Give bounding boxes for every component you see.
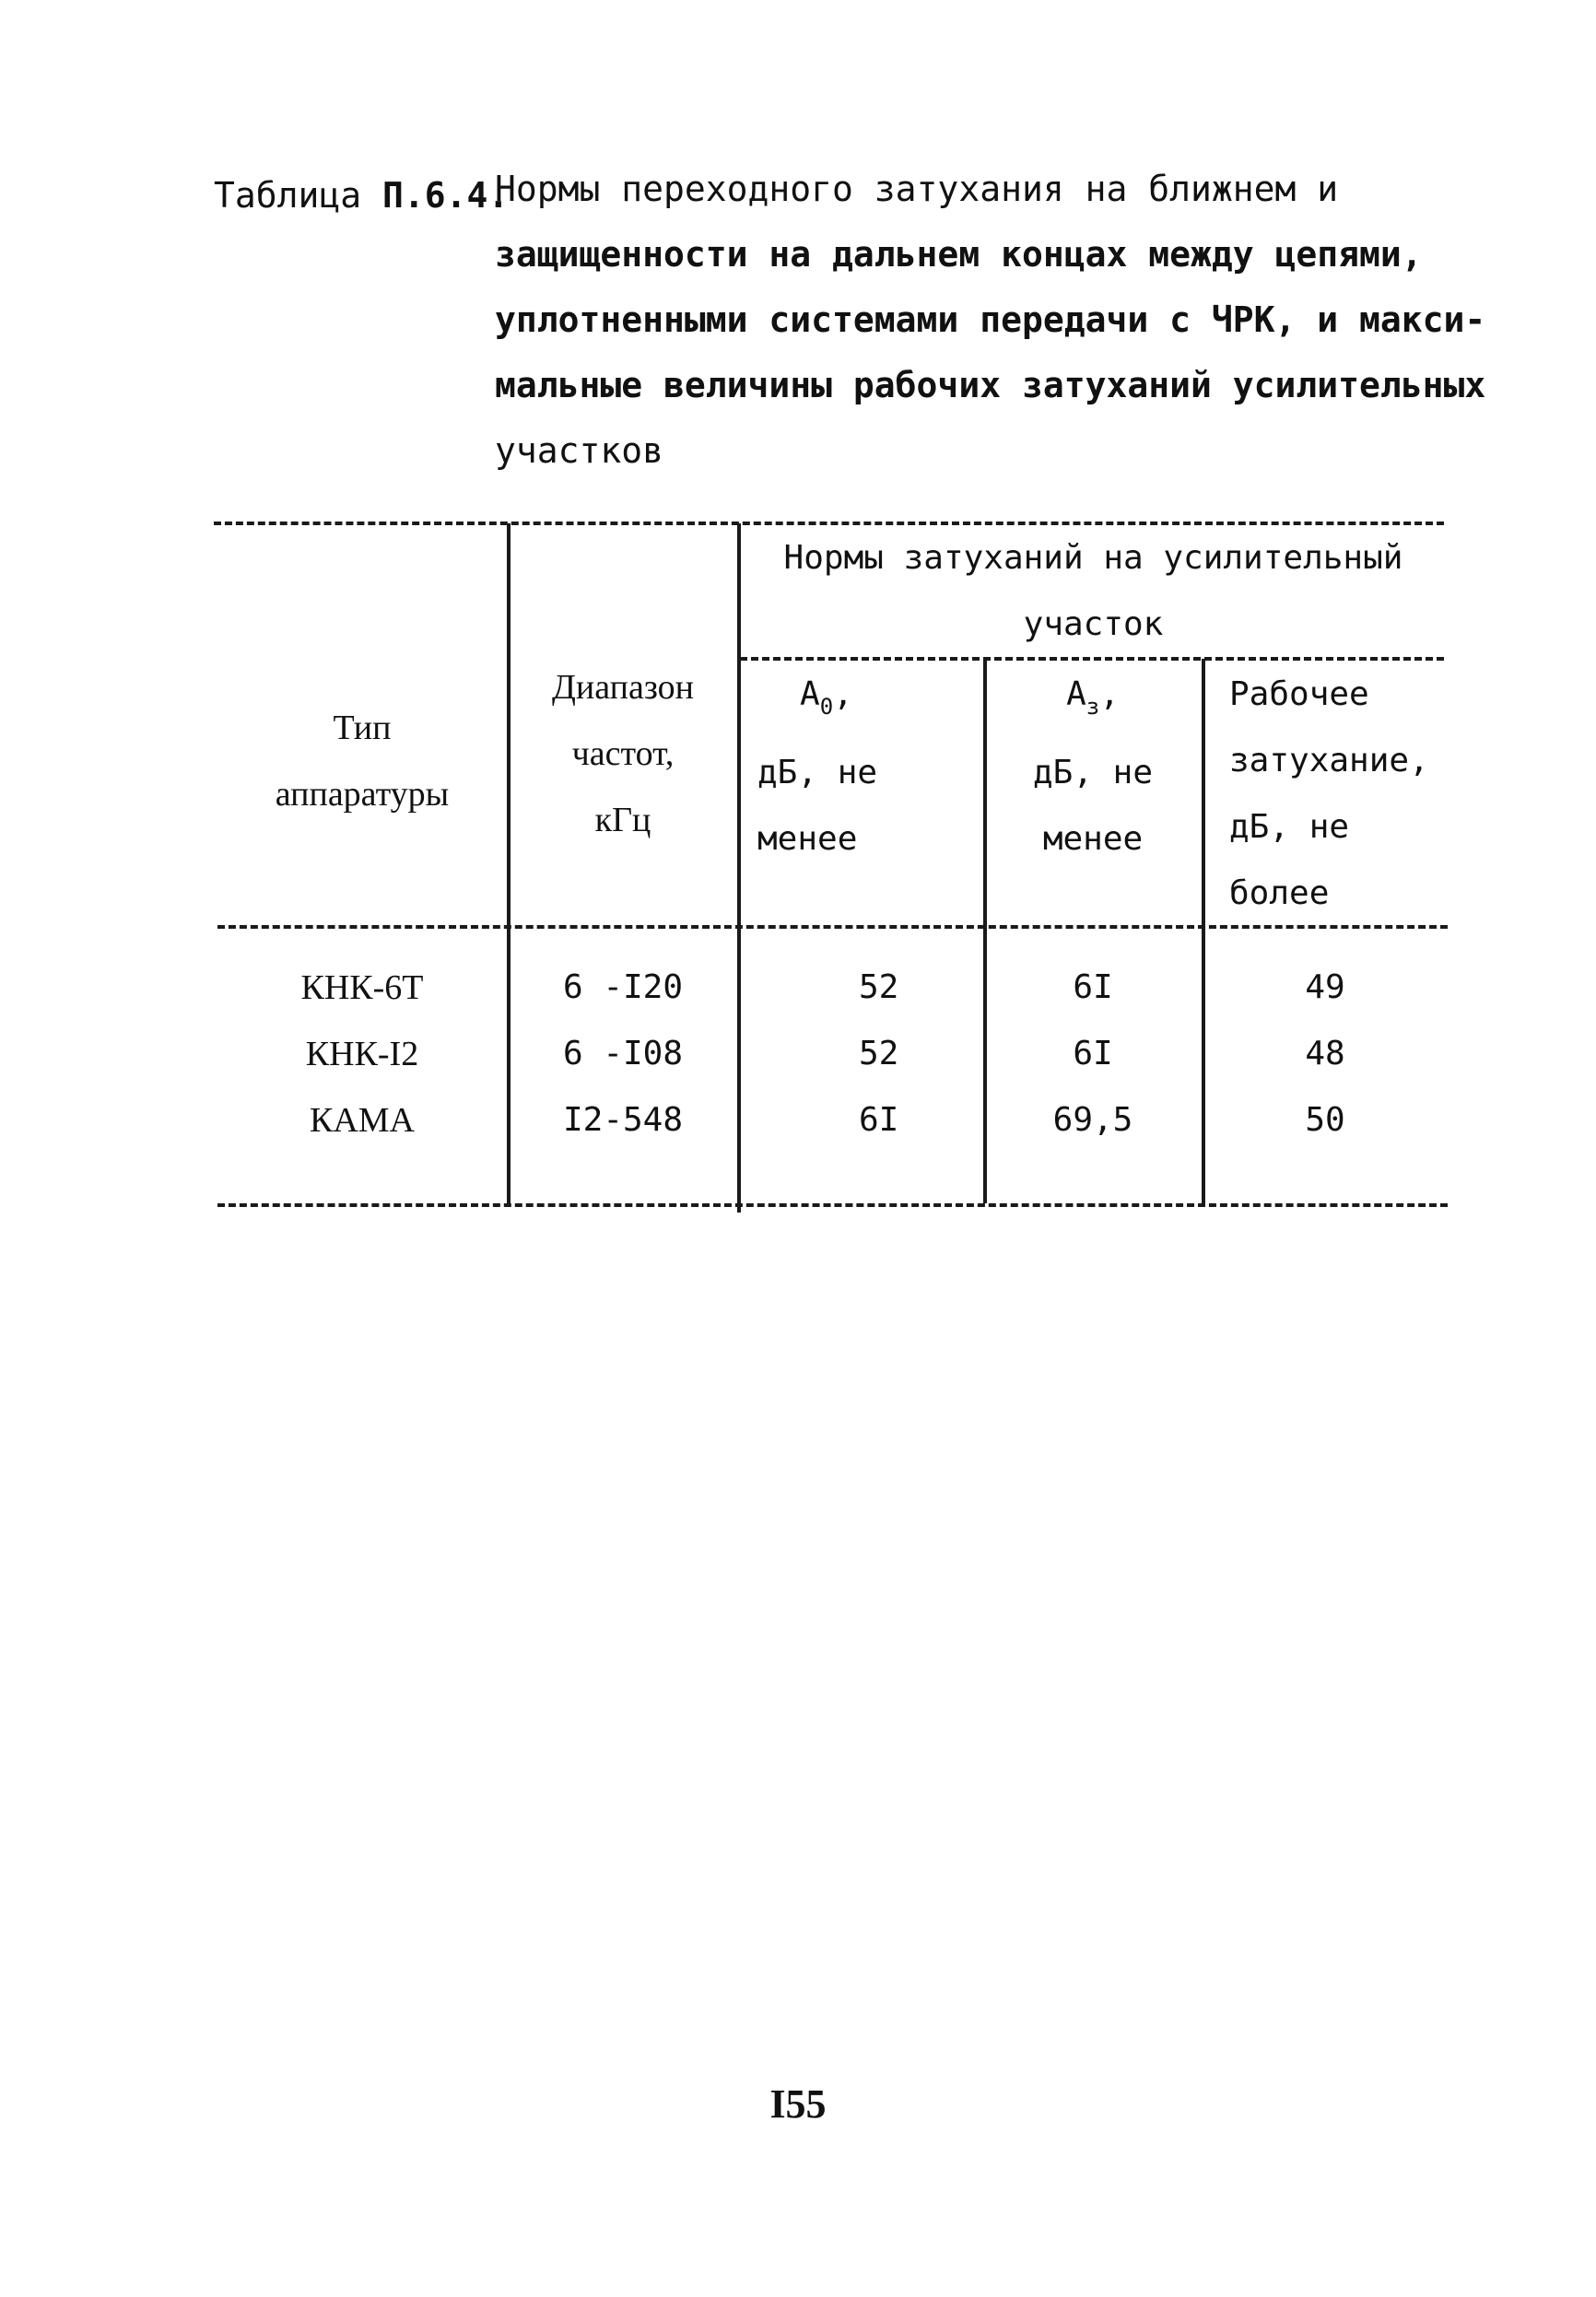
- cell-type: КАМА: [309, 1101, 416, 1140]
- caption-line-5: участков: [495, 430, 664, 471]
- cell-type: КНК-I2: [305, 1035, 419, 1073]
- cell-range: I2-548: [562, 1101, 684, 1139]
- cell-type: КНК-6Т: [300, 968, 424, 1007]
- header-a0: $A_0$, дБ, не менее: [757, 675, 878, 858]
- table-caption-text: [495, 157, 1508, 484]
- caption-line-2: защищенности на дальнем концах между цепями,: [495, 234, 1423, 275]
- cell-working: 49: [1305, 968, 1345, 1006]
- caption-number: П.6.4.: [382, 175, 510, 216]
- cell-working: 50: [1305, 1101, 1345, 1139]
- cell-range: 6 -I08: [562, 1035, 684, 1072]
- table-bottom-rule: [217, 1203, 1448, 1207]
- cell-a0: 52: [859, 1035, 899, 1072]
- cell-range: 6 -I20: [562, 968, 684, 1006]
- caption-word: Таблица: [214, 175, 362, 216]
- cell-a3: 6I: [1073, 1035, 1113, 1072]
- header-frequency-range: Диапазон частот, кГц: [552, 668, 694, 839]
- header-a3: $A_з$, дБ, не менее: [1032, 675, 1154, 858]
- cell-a0: 52: [859, 968, 899, 1006]
- header-attenuation-group: Нормы затуханий на усилительный участок: [783, 539, 1403, 643]
- caption-line-3: уплотненными системами передачи с ЧРК, и макси-: [495, 299, 1486, 340]
- header-equipment-type: Тип аппаратуры: [275, 709, 450, 814]
- page-number: I55: [769, 2081, 827, 2127]
- cell-a3: 69,5: [1052, 1101, 1133, 1139]
- caption-line-4: мальные величины рабочих затуханий усилительных: [495, 365, 1486, 405]
- table-caption-label: [214, 168, 509, 223]
- cell-a3: 6I: [1073, 968, 1113, 1006]
- caption-line-1: Нормы переходного затухания на ближнем и: [495, 169, 1339, 209]
- header-working-attenuation: Рабочее затухание, дБ, не более: [1229, 675, 1429, 912]
- cell-working: 48: [1305, 1035, 1345, 1072]
- column-divider-2: [737, 523, 741, 1213]
- cell-a0: 6I: [859, 1101, 899, 1139]
- column-divider-1: [507, 523, 510, 1203]
